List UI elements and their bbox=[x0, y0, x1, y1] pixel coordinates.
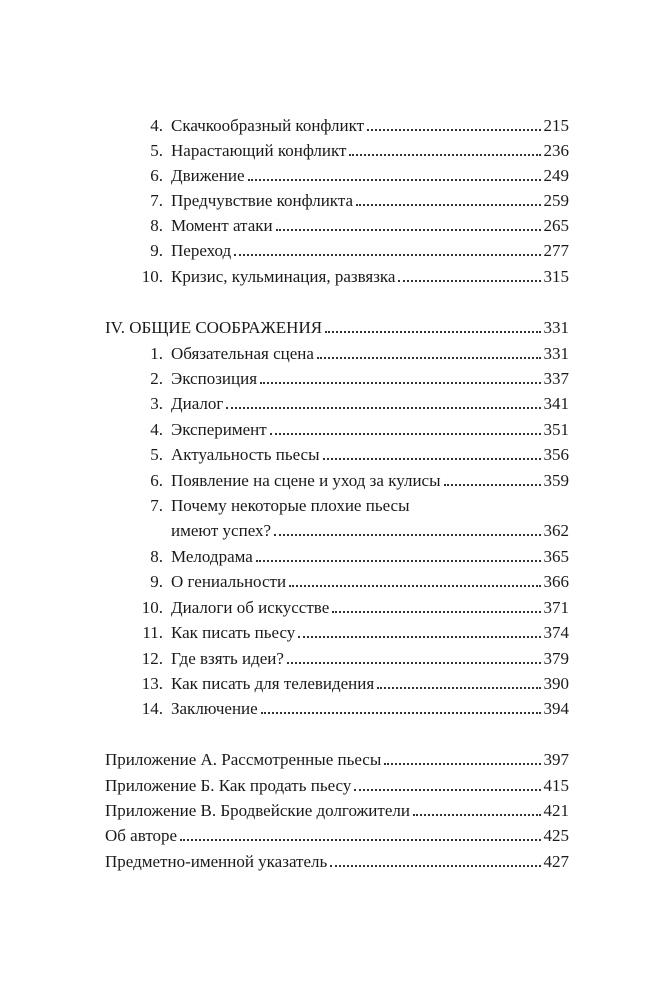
dot-leader bbox=[276, 229, 541, 231]
entry-page: 425 bbox=[543, 826, 569, 845]
entry-title: Диалоги об искусстве bbox=[171, 598, 330, 617]
dot-leader bbox=[270, 433, 541, 435]
toc-appendix-entry[interactable] bbox=[0, 774, 664, 796]
entry-title: Приложение В. Бродвейские долгожители bbox=[105, 801, 410, 820]
entry-page: 315 bbox=[543, 267, 569, 286]
entry-title: Движение bbox=[171, 166, 245, 185]
dot-leader bbox=[330, 865, 540, 867]
entry-page: 427 bbox=[543, 852, 569, 871]
entry-number: 10. bbox=[141, 267, 163, 286]
entry-number: 3. bbox=[150, 394, 163, 413]
toc-entry[interactable] bbox=[0, 214, 664, 236]
entry-title: Как писать пьесу bbox=[171, 623, 296, 642]
entry-page: 249 bbox=[543, 166, 569, 185]
entry-page: 397 bbox=[543, 750, 569, 769]
dot-leader bbox=[256, 560, 541, 562]
toc-entry[interactable] bbox=[0, 114, 664, 136]
toc-part-heading[interactable] bbox=[0, 316, 664, 338]
entry-number: 10. bbox=[141, 598, 163, 617]
toc-entry[interactable] bbox=[0, 139, 664, 161]
toc-appendix-entry[interactable] bbox=[0, 748, 664, 770]
toc-entry[interactable] bbox=[0, 189, 664, 211]
part-page: 331 bbox=[543, 318, 569, 337]
dot-leader bbox=[413, 814, 541, 816]
dot-leader bbox=[298, 636, 540, 638]
toc-appendix-entry[interactable] bbox=[0, 799, 664, 821]
entry-number: 11. bbox=[142, 623, 163, 642]
entry-number: 12. bbox=[141, 649, 163, 668]
entry-title: имеют успех? bbox=[171, 521, 272, 540]
entry-page: 362 bbox=[543, 521, 569, 540]
toc-entry[interactable] bbox=[0, 418, 664, 440]
entry-title: Диалог bbox=[171, 394, 224, 413]
entry-page: 236 bbox=[543, 141, 569, 160]
entry-number: 5. bbox=[150, 445, 163, 464]
dot-leader bbox=[356, 204, 540, 206]
dot-leader bbox=[180, 839, 540, 841]
entry-page: 390 bbox=[543, 674, 569, 693]
entry-page: 379 bbox=[543, 649, 569, 668]
entry-title: Где взять идеи? bbox=[171, 649, 284, 668]
toc-entry[interactable] bbox=[0, 265, 664, 287]
entry-title: Как писать для телевидения bbox=[171, 674, 375, 693]
dot-leader bbox=[354, 789, 540, 791]
entry-page: 359 bbox=[543, 471, 569, 490]
entry-page: 341 bbox=[543, 394, 569, 413]
entry-page: 215 bbox=[543, 116, 569, 135]
entry-title: Обязательная сцена bbox=[171, 344, 314, 363]
entry-title: Приложение Б. Как продать пьесу bbox=[105, 776, 352, 795]
part-title: IV. ОБЩИЕ СООБРАЖЕНИЯ bbox=[105, 318, 323, 337]
entry-title: Актуальность пьесы bbox=[171, 445, 320, 464]
entry-title: Момент атаки bbox=[171, 216, 273, 235]
dot-leader bbox=[261, 712, 541, 714]
toc-appendix-entry[interactable] bbox=[0, 824, 664, 846]
entry-number: 7. bbox=[150, 191, 163, 210]
entry-page: 421 bbox=[543, 801, 569, 820]
entry-number: 7. bbox=[150, 496, 163, 515]
entry-title: Мелодрама bbox=[171, 547, 253, 566]
dot-leader bbox=[323, 458, 541, 460]
dot-leader bbox=[287, 662, 541, 664]
entry-page: 366 bbox=[543, 572, 569, 591]
toc-entry[interactable] bbox=[0, 392, 664, 414]
entry-page: 356 bbox=[543, 445, 569, 464]
entry-number: 9. bbox=[150, 572, 163, 591]
dot-leader bbox=[274, 534, 540, 536]
entry-number: 8. bbox=[150, 216, 163, 235]
dot-leader bbox=[226, 407, 540, 409]
toc-entry[interactable] bbox=[0, 697, 664, 719]
entry-title: Нарастающий конфликт bbox=[171, 141, 347, 160]
toc-entry[interactable] bbox=[0, 443, 664, 465]
entry-title: Предметно-именной указатель bbox=[105, 852, 328, 871]
entry-page: 265 bbox=[543, 216, 569, 235]
entry-title: Об авторе bbox=[105, 826, 178, 845]
toc-entry[interactable] bbox=[0, 621, 664, 643]
toc-entry[interactable] bbox=[0, 239, 664, 261]
toc-entry[interactable] bbox=[0, 164, 664, 186]
entry-number: 4. bbox=[150, 116, 163, 135]
dot-leader bbox=[317, 357, 541, 359]
dot-leader bbox=[332, 611, 540, 613]
dot-leader bbox=[367, 129, 540, 131]
entry-page: 394 bbox=[543, 699, 569, 718]
entry-title: Экспозиция bbox=[171, 369, 258, 388]
toc-entry-continuation[interactable] bbox=[0, 519, 664, 541]
dot-leader bbox=[398, 280, 540, 282]
dot-leader bbox=[384, 763, 540, 765]
toc-entry[interactable] bbox=[0, 367, 664, 389]
entry-number: 9. bbox=[150, 241, 163, 260]
toc-entry[interactable] bbox=[0, 570, 664, 592]
entry-number: 13. bbox=[141, 674, 163, 693]
entry-page: 351 bbox=[543, 420, 569, 439]
entry-number: 1. bbox=[150, 344, 163, 363]
entry-title: Заключение bbox=[171, 699, 258, 718]
entry-title: Приложение А. Рассмотренные пьесы bbox=[105, 750, 382, 769]
entry-page: 337 bbox=[543, 369, 569, 388]
entry-page: 374 bbox=[543, 623, 569, 642]
toc-entry[interactable] bbox=[0, 469, 664, 491]
entry-title: Переход bbox=[171, 241, 232, 260]
entry-number: 8. bbox=[150, 547, 163, 566]
entry-page: 415 bbox=[543, 776, 569, 795]
entry-page: 277 bbox=[543, 241, 569, 260]
entry-page: 331 bbox=[543, 344, 569, 363]
toc-entry[interactable] bbox=[0, 494, 664, 516]
entry-page: 259 bbox=[543, 191, 569, 210]
toc-entry[interactable] bbox=[0, 647, 664, 669]
entry-page: 371 bbox=[543, 598, 569, 617]
dot-leader bbox=[289, 585, 540, 587]
entry-title: Эксперимент bbox=[171, 420, 267, 439]
dot-leader bbox=[234, 254, 540, 256]
entry-title: Появление на сцене и уход за кулисы bbox=[171, 471, 441, 490]
dot-leader bbox=[248, 179, 541, 181]
entry-page: 365 bbox=[543, 547, 569, 566]
entry-title: О гениальности bbox=[171, 572, 287, 591]
entry-number: 14. bbox=[141, 699, 163, 718]
entry-number: 6. bbox=[150, 471, 163, 490]
entry-number: 5. bbox=[150, 141, 163, 160]
entry-title: Скачкообразный конфликт bbox=[171, 116, 365, 135]
entry-title: Почему некоторые плохие пьесы bbox=[171, 496, 410, 515]
entry-title: Предчувствие конфликта bbox=[171, 191, 354, 210]
toc-entry[interactable] bbox=[0, 545, 664, 567]
entry-number: 2. bbox=[150, 369, 163, 388]
dot-leader bbox=[349, 154, 540, 156]
toc-entry[interactable] bbox=[0, 342, 664, 364]
dot-leader bbox=[377, 687, 540, 689]
toc-entry[interactable] bbox=[0, 596, 664, 618]
entry-number: 6. bbox=[150, 166, 163, 185]
toc-entry[interactable] bbox=[0, 672, 664, 694]
dot-leader bbox=[325, 331, 540, 333]
entry-number: 4. bbox=[150, 420, 163, 439]
entry-title: Кризис, кульминация, развязка bbox=[171, 267, 396, 286]
dot-leader bbox=[260, 382, 540, 384]
dot-leader bbox=[444, 484, 541, 486]
toc-appendix-entry[interactable] bbox=[0, 850, 664, 872]
